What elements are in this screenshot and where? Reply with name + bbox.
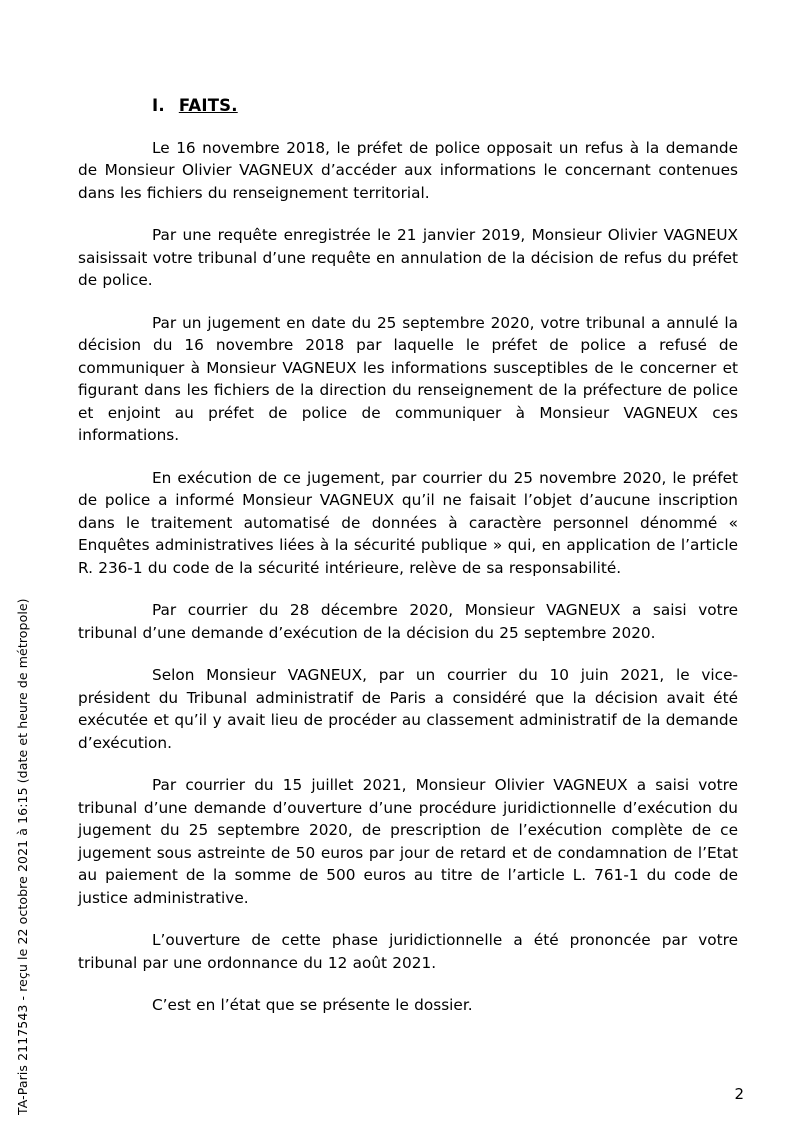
document-body	[78, 96, 738, 1017]
paragraph: L’ouverture de cette phase juridictionnelle a été prononcée par votre tribunal par une ordonnance du 12 août 2021.	[78, 931, 738, 972]
paragraph: Par un jugement en date du 25 septembre 2020, votre tribunal a annulé la décision du 16 novembre 2018 par laquelle le préfet de police a refusé de communiquer à Monsieur VAGNEUX les informations susceptibles de le concerner et figurant dans les fichiers de la direction du renseignement de la préfecture de police et enjoint au préfet de police de communiquer à Monsieur VAGNEUX ces informations.	[78, 313, 738, 445]
section-title-text: FAITS.	[178, 96, 238, 115]
section-number: I.	[152, 96, 165, 115]
paragraph: Par une requête enregistrée le 21 janvier 2019, Monsieur Olivier VAGNEUX saisissait votre tribunal d’une requête en annulation de la décision de refus du préfet de police.	[78, 226, 738, 290]
paragraph: Par courrier du 15 juillet 2021, Monsieur Olivier VAGNEUX a saisi votre tribunal d’une demande d’ouverture d’une procédure juridictionnelle d’exécution du jugement du 25 septembre 2020, de prescription de l’exécution complète de ce jugement sous astreinte de 50 euros par jour de retard et de condamnation de l’Etat au paiement de la somme de 500 euros au titre de l’article L. 761-1 du code de justice administrative.	[78, 776, 738, 907]
section-heading	[78, 96, 738, 115]
registration-stamp	[0, 0, 44, 1145]
paragraph: Le 16 novembre 2018, le préfet de police opposait un refus à la demande de Monsieur Olivier VAGNEUX d’accéder aux informations le concernant contenues dans les fichiers du renseignement territorial.	[78, 139, 738, 202]
paragraph: C’est en l’état que se présente le dossier.	[152, 996, 473, 1015]
page-number: 2	[734, 1085, 744, 1103]
registration-stamp-text: TA-Paris 2117543 - reçu le 22 octobre 2021 à 16:15 (date et heure de métropole)	[14, 598, 30, 1115]
paragraph: En exécution de ce jugement, par courrier du 25 novembre 2020, le préfet de police a informé Monsieur VAGNEUX qu’il ne faisait l’objet d’aucune inscription dans le traitement automatisé de données à caractère personnel dénommé « Enquêtes administratives liées à la sécurité publique » qui, en application de l’article R. 236-1 du code de la sécurité intérieure, relève de sa responsabilité.	[78, 468, 738, 577]
paragraph: Selon Monsieur VAGNEUX, par un courrier du 10 juin 2021, le vice-président du Tribunal administratif de Paris a considéré que la décision avait été exécutée et qu’il y avait lieu de procéder au classement administratif de la demande d’exécution.	[78, 666, 738, 752]
paragraph: Par courrier du 28 décembre 2020, Monsieur VAGNEUX a saisi votre tribunal d’une demande d’exécution de la décision du 25 septembre 2020.	[78, 601, 738, 642]
